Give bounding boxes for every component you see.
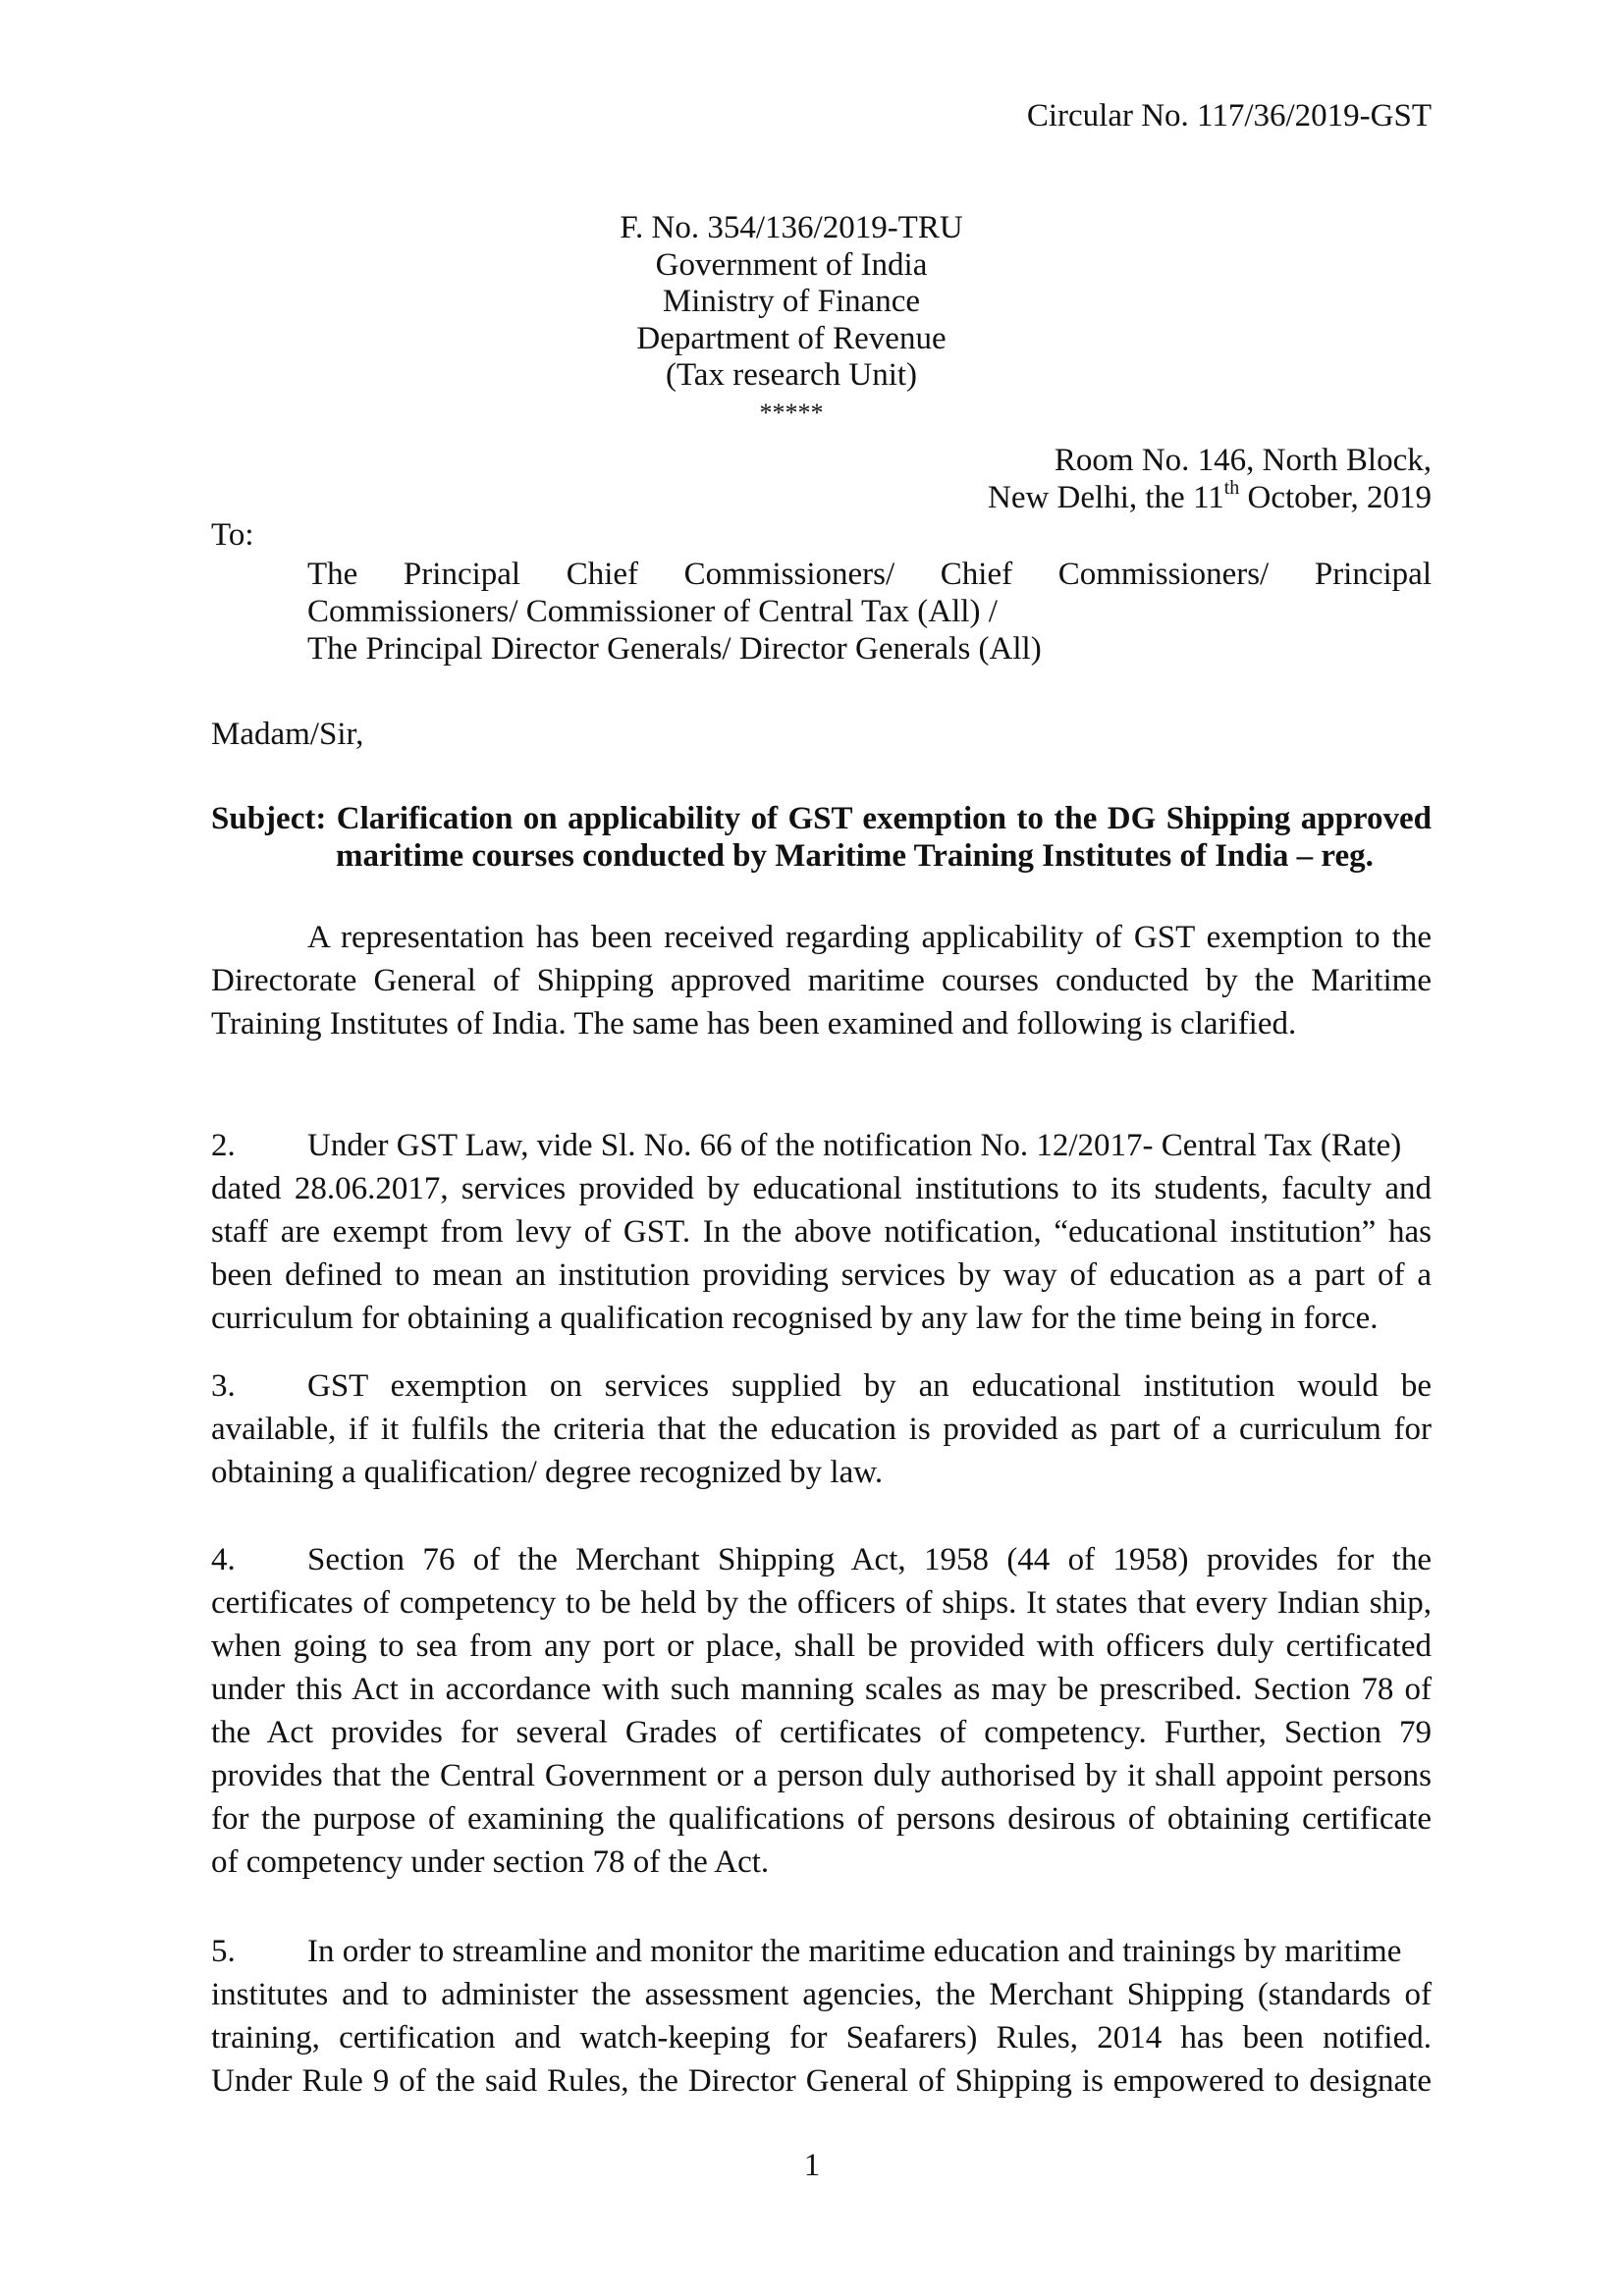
date-prefix: New Delhi, the 11 (988, 480, 1224, 515)
date-suffix: October, 2019 (1239, 480, 1432, 515)
paragraph-line: Training Institutes of India. The same has been examined and following is clarified. (211, 1006, 1297, 1041)
recipient-line: The Principal Chief Commissioners/ Chief Commissioners/ Principal (307, 557, 1432, 592)
subject-line: maritime courses conducted by Maritime Training Institutes of India – reg. (336, 838, 1374, 874)
unit-name: (Tax research Unit) (665, 357, 918, 393)
paragraph-line: A representation has been received regarding applicability of GST exemption to the (307, 920, 1432, 955)
paragraph-4 (211, 1538, 1432, 1884)
to-label: To: (211, 517, 254, 553)
circular-number: Circular No. 117/36/2019-GST (1026, 98, 1432, 133)
paragraph-number: 4. (211, 1542, 236, 1577)
paragraph-line: available, if it fulfils the criteria that the education is provided as part of a curriculum for (211, 1412, 1432, 1447)
letterhead (0, 210, 1583, 431)
paragraph-line: under this Act in accordance with such manning scales as may be prescribed. Section 78 of (211, 1672, 1432, 1707)
separator-stars: ***** (759, 398, 824, 427)
paragraph-1 (211, 916, 1432, 1045)
paragraph-line: certificates of competency to be held by the officers of ships. It states that every Indian ship, (211, 1585, 1432, 1621)
paragraph-line: obtaining a qualification/ degree recognized by law. (211, 1455, 884, 1490)
room-address: Room No. 146, North Block, (1054, 443, 1432, 478)
paragraph-5 (211, 1930, 1432, 2103)
paragraph-number: 2. (211, 1128, 236, 1163)
paragraph-line: 2. Under GST Law, vide Sl. No. 66 of the notification No. 12/2017- Central Tax (Rate) (211, 1124, 1432, 1167)
address-block (988, 442, 1432, 516)
subject (211, 800, 1432, 875)
paragraph-line: training, certification and watch-keeping for Seafarers) Rules, 2014 has been notified. (211, 2020, 1432, 2056)
ministry-name: Ministry of Finance (662, 284, 921, 319)
paragraph-line: 5. In order to streamline and monitor the maritime education and trainings by maritime (211, 1930, 1432, 1973)
government-name: Government of India (655, 246, 928, 283)
paragraph-line: curriculum for obtaining a qualification recognised by any law for the time being in force. (211, 1301, 1379, 1336)
date-line (988, 479, 1432, 516)
date-superscript: th (1223, 477, 1240, 499)
paragraph-3 (211, 1364, 1432, 1494)
recipient-line: Commissioners/ Commissioner of Central Tax (All) / (307, 594, 998, 629)
recipients (307, 556, 1432, 667)
department-name: Department of Revenue (636, 320, 947, 356)
paragraph-line: been defined to mean an institution providing services by way of education as a part of a (211, 1257, 1432, 1293)
paragraph-line: dated 28.06.2017, services provided by educational institutions to its students, faculty and (211, 1171, 1432, 1206)
subject-line: Subject: Clarification on applicability of GST exemption to the DG Shipping approved (211, 801, 1432, 836)
file-number: F. No. 354/136/2019-TRU (620, 210, 963, 245)
page-number: 1 (803, 2148, 821, 2183)
paragraph-2 (211, 1124, 1432, 1340)
paragraph-line: Under Rule 9 of the said Rules, the Director General of Shipping is empowered to designate (211, 2063, 1432, 2099)
paragraph-line: institutes and to administer the assessment agencies, the Merchant Shipping (standards of (211, 1977, 1432, 2012)
paragraph-line: Directorate General of Shipping approved maritime courses conducted by the Maritime (211, 963, 1432, 998)
paragraph-number: 5. (211, 1934, 236, 1969)
paragraph-line: when going to sea from any port or place, shall be provided with officers duly certificated (211, 1629, 1432, 1664)
paragraph-line: 3. GST exemption on services supplied by an educational institution would be (211, 1364, 1432, 1408)
paragraph-number: 3. (211, 1368, 236, 1404)
paragraph-line: staff are exempt from levy of GST. In the above notification, “educational institution” has (211, 1214, 1432, 1250)
paragraph-line: provides that the Central Government or a person duly authorised by it shall appoint persons (211, 1758, 1432, 1793)
paragraph-line: of competency under section 78 of the Act. (211, 1844, 770, 1880)
paragraph-line: the Act provides for several Grades of certificates of competency. Further, Section 79 (211, 1715, 1432, 1750)
paragraph-line: 4. Section 76 of the Merchant Shipping Act, 1958 (44 of 1958) provides for the (211, 1538, 1432, 1581)
salutation: Madam/Sir, (211, 717, 364, 752)
paragraph-line: for the purpose of examining the qualifications of persons desirous of obtaining certificate (211, 1801, 1432, 1837)
recipient-line: The Principal Director Generals/ Director Generals (All) (307, 631, 1042, 667)
